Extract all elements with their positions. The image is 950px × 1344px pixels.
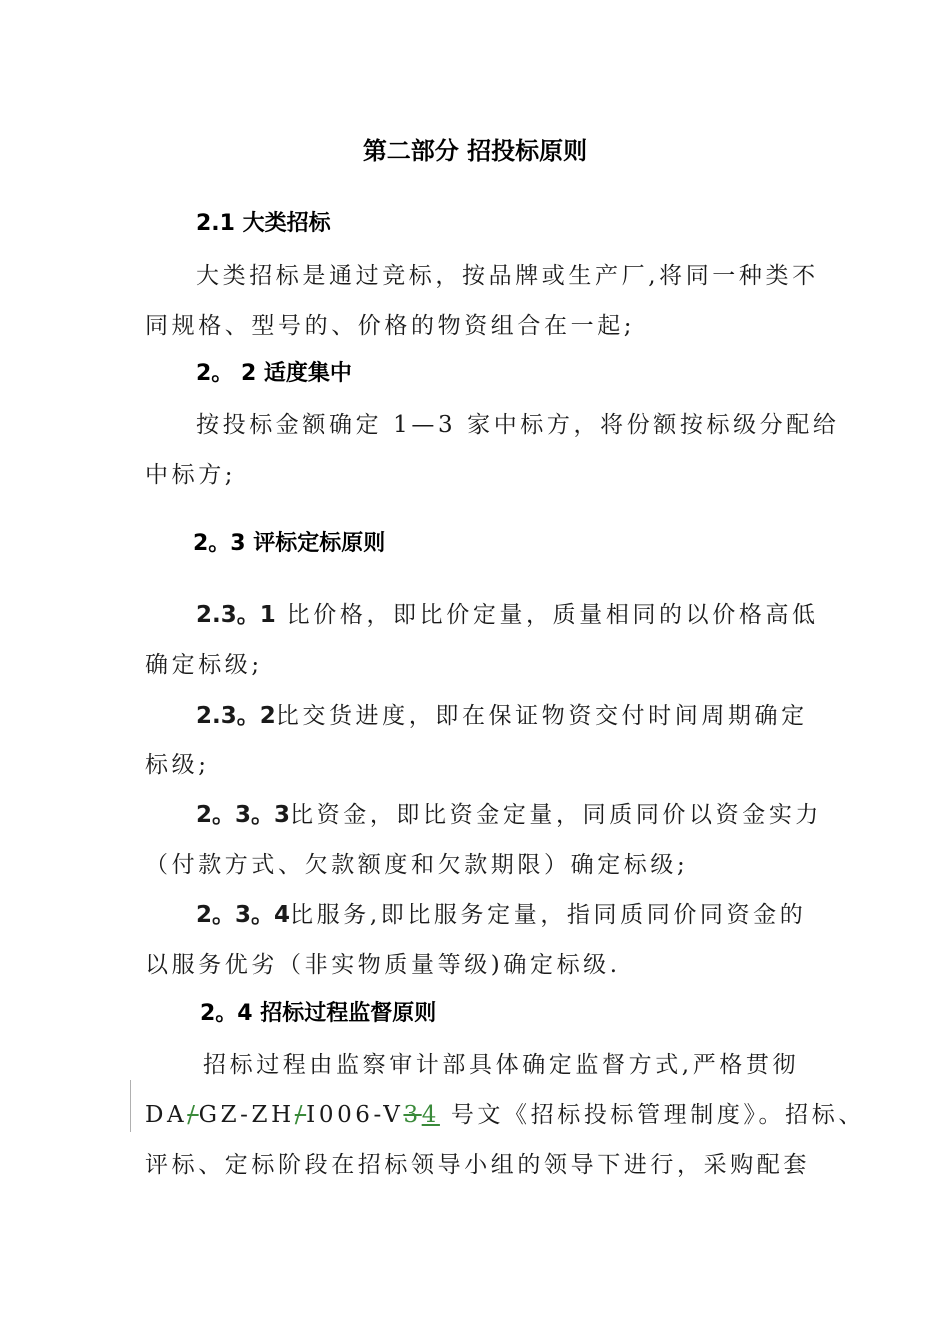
paragraph-2-1-line-2: 同规格、型号的、价格的物资组合在一起; [145, 313, 636, 339]
item-number: 2。3。3 [196, 802, 291, 828]
paragraph-2-2-line-1: 按投标金额确定 1—3 家中标方，将份额按标级分配给 [196, 412, 840, 438]
item-2-3-3-line-1 [196, 796, 823, 829]
doc-code-part: Ⅰ006-V [306, 1102, 404, 1128]
item-text: 比价格，即比价定量，质量相同的以价格高低 [275, 602, 819, 628]
heading-2-2: 2。 2 适度集中 [196, 361, 352, 386]
item-number: 2.3。1 [196, 602, 276, 628]
item-2-3-2-line-2: 标级; [145, 752, 210, 778]
doc-code-part: DA [145, 1102, 188, 1128]
revision-change-bar [130, 1080, 131, 1132]
paragraph-2-4-line-2 [145, 1096, 865, 1129]
deleted-text: / [294, 1102, 307, 1128]
item-text: 比服务,即比服务定量，指同质同价同资金的 [290, 902, 807, 928]
heading-2-3: 2。3 评标定标原则 [193, 531, 386, 556]
doc-reference-text: 号文《招标投标管理制度》。招标、 [439, 1102, 865, 1128]
paragraph-2-4-line-3: 评标、定标阶段在招标领导小组的领导下进行，采购配套 [145, 1152, 810, 1178]
item-2-3-4-line-2: 以服务优劣（非实物质量等级)确定标级. [145, 952, 621, 978]
section-title: 第二部分 招投标原则 [362, 137, 588, 165]
deleted-text: 3 [403, 1102, 422, 1128]
doc-code-part: GZ-ZH [198, 1102, 295, 1128]
paragraph-2-1-line-1: 大类招标是通过竞标，按品牌或生产厂,将同一种类不 [196, 263, 819, 289]
item-2-3-3-line-2: （付款方式、欠款额度和欠款期限）确定标级; [145, 852, 689, 878]
item-number: 2。3。4 [196, 902, 291, 928]
deleted-text: / [187, 1102, 199, 1128]
item-2-3-1-line-1 [196, 596, 819, 629]
heading-2-1: 2.1 大类招标 [196, 211, 331, 236]
item-2-3-2-line-1 [196, 697, 806, 730]
item-text: 比资金，即比资金定量，同质同价以资金实力 [290, 802, 823, 828]
paragraph-2-2-line-2: 中标方; [145, 462, 237, 488]
item-text: 比交货进度，即在保证物资交付时间周期确定 [275, 703, 808, 729]
item-2-3-1-line-2: 确定标级; [145, 652, 263, 678]
paragraph-2-4-line-1: 招标过程由监察审计部具体确定监督方式,严格贯彻 [203, 1052, 800, 1078]
heading-2-4: 2。4 招标过程监督原则 [200, 1001, 437, 1026]
item-number: 2.3。2 [196, 703, 276, 729]
inserted-text: 4 [421, 1102, 440, 1128]
item-2-3-4-line-1 [196, 896, 806, 929]
